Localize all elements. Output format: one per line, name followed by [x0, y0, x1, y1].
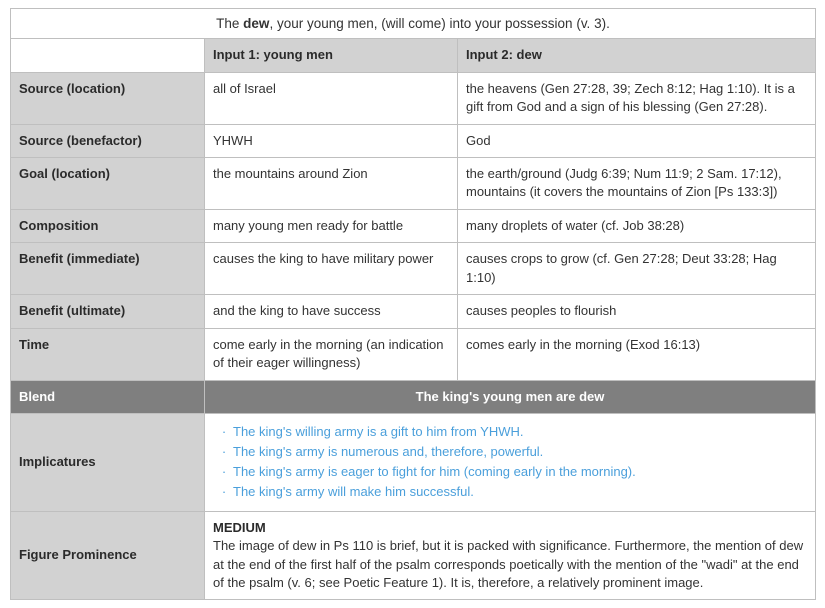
- implicature-item: [215, 442, 807, 462]
- column-header-input2: Input 2: dew: [458, 39, 816, 72]
- row-label: Goal (location): [11, 157, 205, 209]
- row-label: Source (benefactor): [11, 124, 205, 157]
- cell-input2: comes early in the morning (Exod 16:13): [458, 328, 816, 380]
- figure-prominence-description: The image of dew in Ps 110 is brief, but it is packed with significance. Furthermore, the mention of dew at the end of the first half of the psalm corresponds poetically with the mention of the "wadi" at the end of the psalm (v. 6; see Poetic Feature 1). It is, therefore, a relatively prominent image.: [213, 538, 804, 590]
- row-label: Time: [11, 328, 205, 380]
- column-header-row: [11, 39, 816, 72]
- figure-prominence-row: [11, 511, 816, 600]
- implicature-text: The king's army will make him successful.: [233, 484, 474, 500]
- cell-input2: causes crops to grow (cf. Gen 27:28; Deut 33:28; Hag 1:10): [458, 243, 816, 295]
- implicature-text: The king's army is numerous and, therefore, powerful.: [233, 444, 544, 460]
- title-keyword: dew: [243, 16, 270, 31]
- bullet-icon: ·: [221, 424, 227, 440]
- blend-label: Blend: [11, 380, 205, 413]
- table-row-composition: [11, 209, 816, 242]
- cell-input2: causes peoples to flourish: [458, 295, 816, 328]
- dew-blend-table: [10, 8, 816, 600]
- column-header-empty: [11, 39, 205, 72]
- implicatures-label: Implicatures: [11, 414, 205, 512]
- row-label: Source (location): [11, 72, 205, 124]
- implicature-item: [215, 422, 807, 442]
- bullet-icon: ·: [221, 444, 227, 460]
- title-row: [11, 9, 816, 39]
- cell-input1: many young men ready for battle: [205, 209, 458, 242]
- cell-input1: come early in the morning (an indication of their eager willingness): [205, 328, 458, 380]
- implicature-item: [215, 482, 807, 502]
- table-row-goal-location: [11, 157, 816, 209]
- row-label: Benefit (ultimate): [11, 295, 205, 328]
- figure-prominence-cell: [205, 511, 816, 600]
- cell-input1: and the king to have success: [205, 295, 458, 328]
- column-header-input1: Input 1: young men: [205, 39, 458, 72]
- table-row-source-location: [11, 72, 816, 124]
- bullet-icon: ·: [221, 464, 227, 480]
- cell-input2: the earth/ground (Judg 6:39; Num 11:9; 2 Sam. 17:12), mountains (it covers the mountains of Zion [Ps 133:3]): [458, 157, 816, 209]
- row-label: Benefit (immediate): [11, 243, 205, 295]
- table-title: [11, 9, 816, 39]
- cell-input2: God: [458, 124, 816, 157]
- title-prefix: The: [216, 16, 244, 31]
- bullet-icon: ·: [221, 484, 227, 500]
- cell-input1: causes the king to have military power: [205, 243, 458, 295]
- implicature-text: The king's willing army is a gift to him from YHWH.: [233, 424, 524, 440]
- title-suffix: , your young men, (will come) into your possession (v. 3).: [269, 16, 610, 31]
- figure-prominence-level: MEDIUM: [213, 519, 266, 535]
- row-label: Composition: [11, 209, 205, 242]
- cell-input1: the mountains around Zion: [205, 157, 458, 209]
- table-row-source-benefactor: [11, 124, 816, 157]
- cell-input2: many droplets of water (cf. Job 38:28): [458, 209, 816, 242]
- blend-value: The king's young men are dew: [205, 380, 816, 413]
- implicature-item: [215, 462, 807, 482]
- table-row-benefit-ultimate: [11, 295, 816, 328]
- cell-input1: all of Israel: [205, 72, 458, 124]
- implicature-text: The king's army is eager to fight for him (coming early in the morning).: [233, 464, 636, 480]
- figure-prominence-label: Figure Prominence: [11, 511, 205, 600]
- blend-row: [11, 380, 816, 413]
- cell-input2: the heavens (Gen 27:28, 39; Zech 8:12; Hag 1:10). It is a gift from God and a sign of his blessing (Gen 27:28).: [458, 72, 816, 124]
- cell-input1: YHWH: [205, 124, 458, 157]
- implicatures-row: [11, 414, 816, 512]
- table-row-benefit-immediate: [11, 243, 816, 295]
- implicature-list: [205, 414, 816, 512]
- table-row-time: [11, 328, 816, 380]
